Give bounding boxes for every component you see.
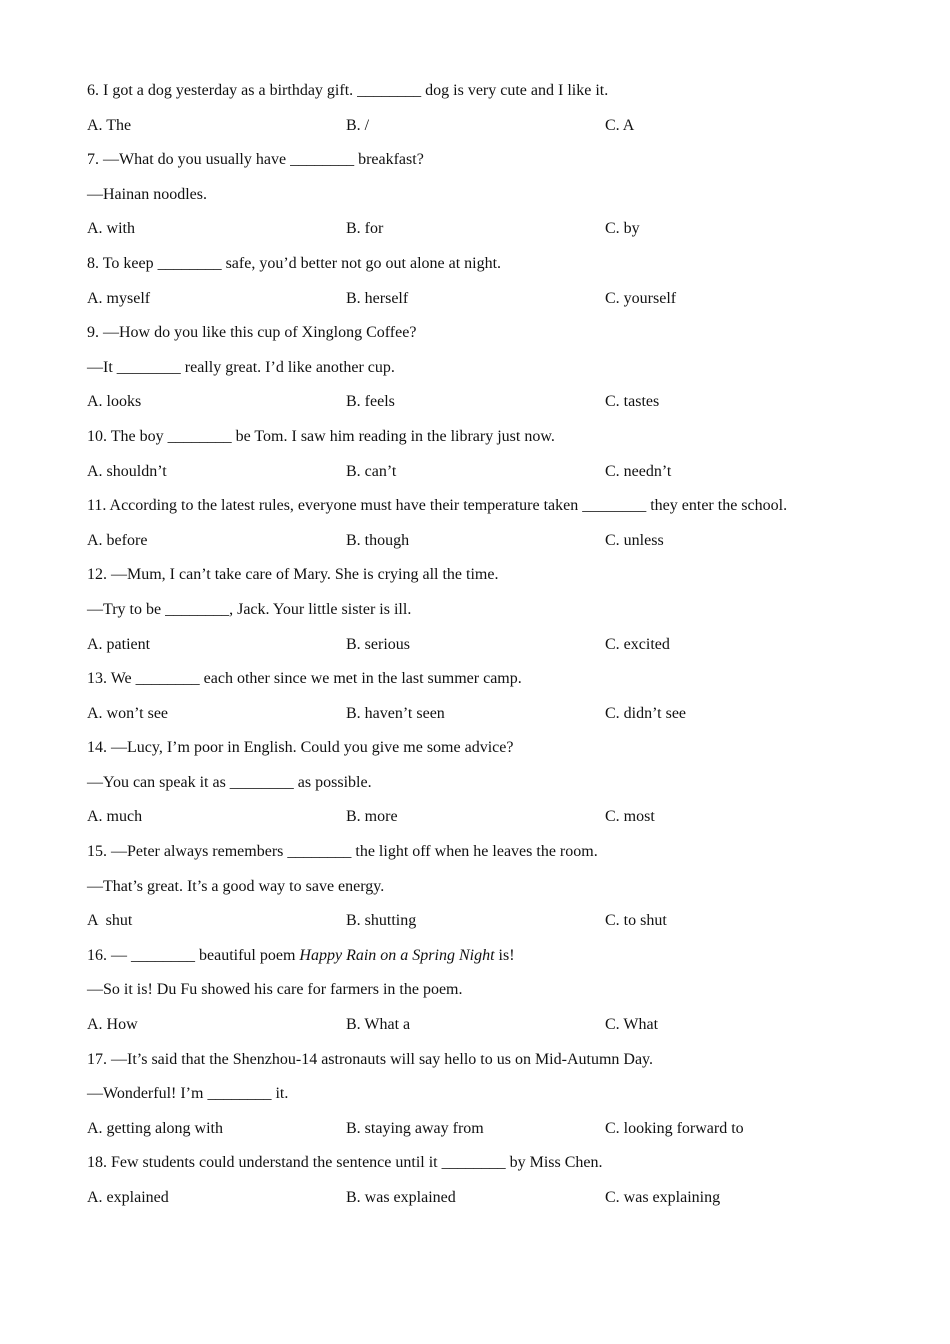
- question-7-options: [87, 212, 907, 247]
- question-17-reply: —Wonderful! I’m ________ it.: [87, 1085, 289, 1103]
- poem-title: Happy Rain on a Spring Night: [299, 946, 495, 964]
- question-18-options: [87, 1181, 907, 1216]
- question-16-reply: —So it is! Du Fu showed his care for farmers in the poem.: [87, 981, 463, 999]
- option-b: B. though: [346, 531, 410, 549]
- option-b: B. haven’t seen: [346, 704, 445, 722]
- option-c: C. to shut: [605, 912, 667, 930]
- question-7-reply: —Hainan noodles.: [87, 185, 207, 203]
- question-17-stem: 17. —It’s said that the Shenzhou-14 astronauts will say hello to us on Mid-Autumn Day.: [87, 1050, 654, 1068]
- option-b: B. /: [346, 116, 370, 134]
- option-c: C. didn’t see: [605, 704, 687, 722]
- option-a: A shut: [87, 912, 133, 930]
- option-b: B. staying away from: [346, 1119, 484, 1137]
- question-13-options: [87, 697, 907, 732]
- question-18-stem: 18. Few students could understand the sentence until it ________ by Miss Chen.: [87, 1154, 603, 1172]
- question-16-stem-before: 16. — ________ beautiful poem: [87, 946, 300, 964]
- question-13-stem: 13. We ________ each other since we met in the last summer camp.: [87, 670, 522, 688]
- question-list: [87, 74, 907, 1216]
- option-c: C. A: [605, 116, 635, 134]
- option-a: A. explained: [87, 1189, 169, 1206]
- option-c: C. looking forward to: [605, 1119, 744, 1137]
- option-a: A. much: [87, 808, 143, 826]
- question-10-options: [87, 455, 907, 490]
- question-8-stem: 8. To keep ________ safe, you’d better not go out alone at night.: [87, 254, 502, 272]
- question-14-reply: —You can speak it as ________ as possible.: [87, 773, 372, 791]
- option-a: A. with: [87, 220, 135, 238]
- question-17-options: [87, 1112, 907, 1147]
- option-a: A. The: [87, 116, 132, 134]
- question-6-options: [87, 109, 907, 144]
- question-9-stem: 9. —How do you like this cup of Xinglong Coffee?: [87, 324, 417, 342]
- option-a: A. myself: [87, 289, 151, 307]
- option-c: C. tastes: [605, 393, 660, 411]
- question-11-stem: 11. According to the latest rules, everyone must have their temperature taken ________ they enter the school.: [87, 497, 788, 515]
- question-10-stem: 10. The boy ________ be Tom. I saw him reading in the library just now.: [87, 427, 555, 445]
- option-b: B. was explained: [346, 1189, 456, 1206]
- option-c: C. most: [605, 808, 655, 826]
- question-16-stem: [87, 939, 907, 974]
- option-a: A. How: [87, 1016, 138, 1034]
- option-c: C. excited: [605, 635, 670, 653]
- question-12-options: [87, 628, 907, 663]
- option-b: B. more: [346, 808, 398, 826]
- question-14-stem: 14. —Lucy, I’m poor in English. Could you give me some advice?: [87, 739, 514, 757]
- question-8-options: [87, 282, 907, 317]
- question-15-reply: —That’s great. It’s a good way to save energy.: [87, 877, 385, 895]
- question-9-options: [87, 385, 907, 420]
- option-b: B. can’t: [346, 462, 397, 480]
- option-b: B. feels: [346, 393, 395, 411]
- option-a: A. looks: [87, 393, 142, 411]
- question-7-stem: 7. —What do you usually have ________ breakfast?: [87, 151, 424, 169]
- question-9-reply: —It ________ really great. I’d like another cup.: [87, 358, 395, 376]
- option-a: A. shouldn’t: [87, 462, 167, 480]
- option-c: C. by: [605, 220, 640, 238]
- option-a: A. won’t see: [87, 704, 169, 722]
- question-15-stem: 15. —Peter always remembers ________ the light off when he leaves the room.: [87, 843, 598, 861]
- option-c: C. unless: [605, 531, 664, 549]
- option-b: B. What a: [346, 1016, 411, 1034]
- question-12-reply: —Try to be ________, Jack. Your little sister is ill.: [87, 600, 412, 618]
- question-15-options: [87, 904, 907, 939]
- question-11-options: [87, 524, 907, 559]
- option-b: B. serious: [346, 635, 410, 653]
- question-16-options: [87, 1008, 907, 1043]
- option-c: C. was explaining: [605, 1189, 721, 1206]
- option-a: A. before: [87, 531, 148, 549]
- option-c: C. yourself: [605, 289, 677, 307]
- option-b: B. herself: [346, 289, 409, 307]
- option-c: C. What: [605, 1016, 659, 1034]
- question-12-stem: 12. —Mum, I can’t take care of Mary. She is crying all the time.: [87, 566, 499, 584]
- question-6-stem: 6. I got a dog yesterday as a birthday gift. ________ dog is very cute and I like it.: [87, 82, 609, 99]
- option-a: A. getting along with: [87, 1119, 223, 1137]
- question-14-options: [87, 800, 907, 835]
- option-b: B. shutting: [346, 912, 417, 930]
- question-16-stem-after: is!: [494, 946, 515, 964]
- option-b: B. for: [346, 220, 384, 238]
- option-a: A. patient: [87, 635, 151, 653]
- option-c: C. needn’t: [605, 462, 672, 480]
